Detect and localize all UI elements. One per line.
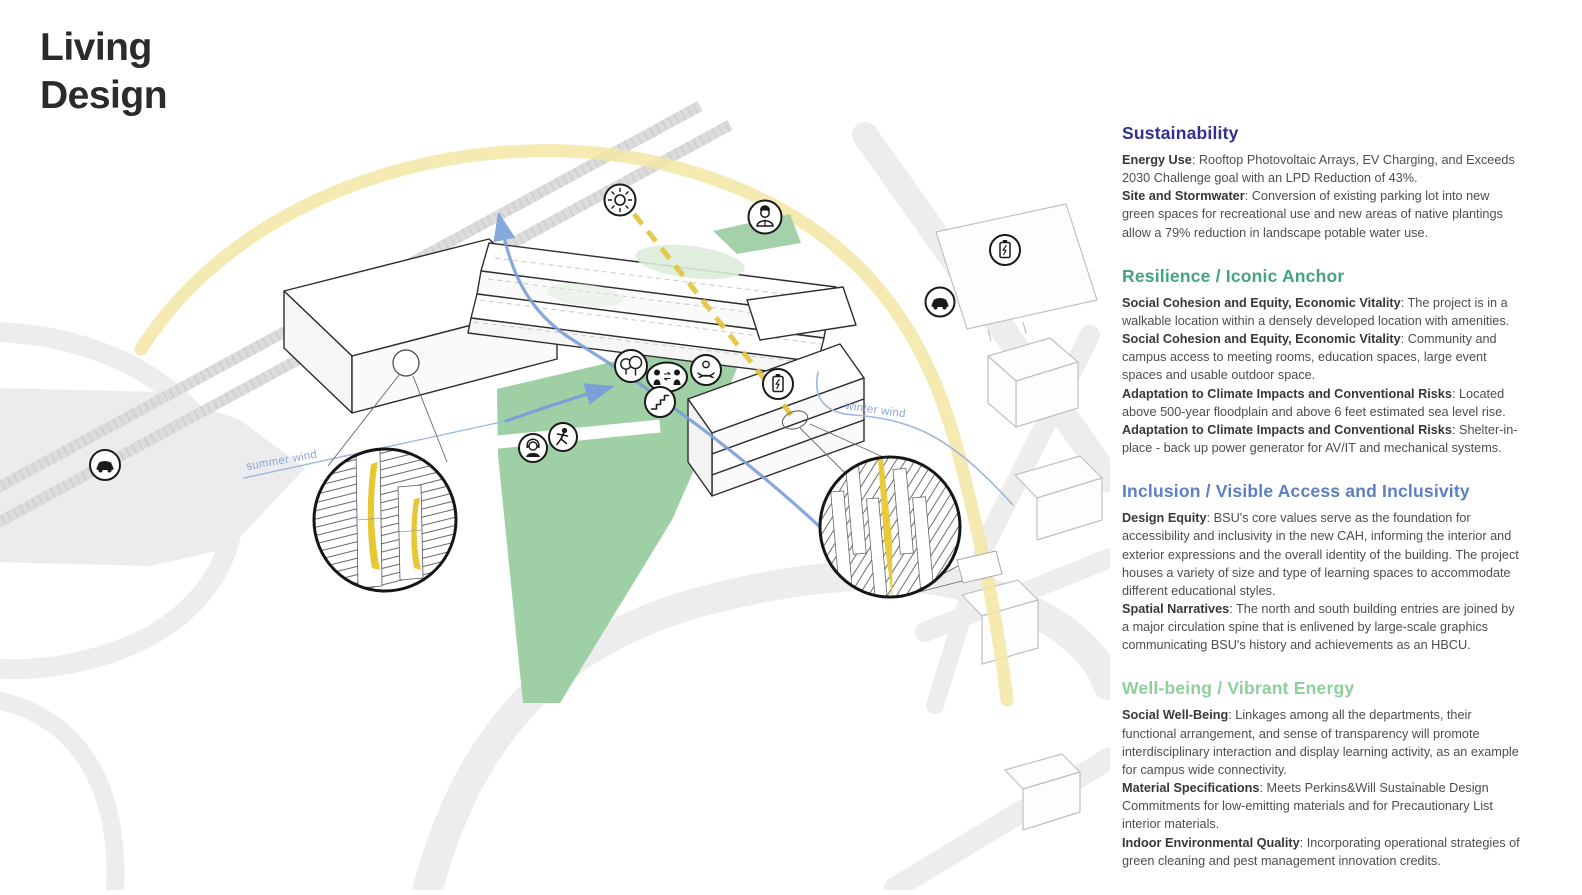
car-icon xyxy=(926,288,955,317)
parking-lot-area xyxy=(0,388,305,566)
paragraph-label: Adaptation to Climate Impacts and Conventional Risks xyxy=(1122,422,1452,437)
parking-square xyxy=(936,204,1097,329)
paragraph-label: Adaptation to Climate Impacts and Conventional Risks xyxy=(1122,386,1452,401)
paragraph-text: : The north and south building entries are joined by a major circulation spine that is enlivened by large-scale graphics communicating BSU's history and achievements as an HBCU. xyxy=(1122,601,1515,653)
paragraph-label: Social Well-Being xyxy=(1122,708,1229,723)
paragraph-label: Social Cohesion and Equity, Economic Vitality xyxy=(1122,295,1401,310)
info-section xyxy=(1122,481,1520,654)
wing-ev-charging-icon xyxy=(763,369,793,399)
meditation-icon xyxy=(691,355,721,385)
section-heading: Inclusion / Visible Access and Inclusivity xyxy=(1122,481,1470,502)
section-paragraph xyxy=(1122,779,1520,833)
section-paragraph xyxy=(1122,294,1520,330)
sun-icon xyxy=(605,185,636,216)
paragraph-label: Spatial Narratives xyxy=(1122,601,1230,616)
paragraph-text: : Shelter-in- place - back up power generator for AV/IT and mechanical systems. xyxy=(1122,422,1518,456)
page-title xyxy=(40,24,167,120)
section-heading: Well-being / Vibrant Energy xyxy=(1122,678,1355,699)
info-section xyxy=(1122,678,1520,869)
paragraph-label: Indoor Environmental Quality xyxy=(1122,835,1300,850)
paragraph-label: Social Cohesion and Equity, Economic Vitality xyxy=(1122,332,1401,347)
info-column xyxy=(1122,123,1520,870)
paragraph-text: : Located above 500-year floodplain and above 6 feet estimated sea level rise. xyxy=(1122,386,1506,419)
winter-wind-label: winter wind xyxy=(844,400,907,421)
paragraph-label: Material Specifications xyxy=(1122,781,1260,796)
section-paragraph xyxy=(1122,834,1520,870)
info-section xyxy=(1122,123,1520,242)
summer-wind-label: summer wind xyxy=(245,448,319,473)
paragraph-label: Energy Use xyxy=(1122,153,1192,167)
section-heading: Resilience / Iconic Anchor xyxy=(1122,265,1345,286)
paragraph-text: : Rooftop Photovoltaic Arrays, EV Charging, and Exceeds 2030 Challenge goal with an LPD Reduction of 43%. xyxy=(1122,153,1515,186)
paragraph-text: : Community and campus access to meeting rooms, education spaces, large event spaces and usable outdoor space. xyxy=(1122,332,1497,383)
section-paragraph xyxy=(1122,385,1520,458)
paragraph-text: : Meets Perkins&Will Sustainable Design Commitments for low-emitting materials and for Precautionary List interior materials. xyxy=(1122,781,1493,832)
active-person-icon xyxy=(549,423,577,451)
page-title-line2: Design xyxy=(40,73,168,117)
paragraph-text: : BSU's core values serve as the foundation for accessibility and inclusivity in the new CAH, informing the interior and exterior expressions and the overall identity of the building. The project houses a variety of size and type of learning spaces to accommodate different educational styles. xyxy=(1122,511,1519,598)
section-heading: Sustainability xyxy=(1122,123,1239,143)
headphones-person-icon xyxy=(519,434,547,462)
section-paragraph xyxy=(1122,706,1520,779)
stairs-icon xyxy=(645,387,675,417)
paragraph-text: : Incorporating operational strategies of green cleaning and pest management innovation credits. xyxy=(1122,835,1520,868)
paragraph-text: : The project is in a walkable location within a densely developed location with amenities. xyxy=(1122,295,1510,328)
context-buildings xyxy=(936,204,1102,830)
section-paragraph xyxy=(1122,509,1520,600)
parking-car-icon xyxy=(90,450,120,480)
people-exchange-icon xyxy=(647,363,687,392)
ev-charging-icon xyxy=(990,235,1020,265)
section-paragraph xyxy=(1122,187,1520,241)
paragraph-label: Site and Stormwater xyxy=(1122,189,1245,204)
page-title-line1: Living xyxy=(40,26,152,69)
construction-worker-icon xyxy=(749,201,782,234)
paragraph-text: : Linkages among all the departments, their functional arrangement, and sense of transparency will promote interdisciplinary interaction and display learning activity, as an example for campus wide connectivity. xyxy=(1122,708,1519,777)
callout-marker-circle xyxy=(393,350,419,376)
section-paragraph xyxy=(1122,600,1520,654)
section-paragraph xyxy=(1122,151,1520,187)
paragraph-text: : Conversion of existing parking lot into new green spaces for recreational use and new areas of native plantings allow a 79% reduction in landscape potable water use. xyxy=(1122,189,1503,240)
paragraph-label: Design Equity xyxy=(1122,511,1207,526)
section-paragraph xyxy=(1122,330,1520,384)
trees-icon xyxy=(615,350,647,382)
info-section xyxy=(1122,266,1520,457)
